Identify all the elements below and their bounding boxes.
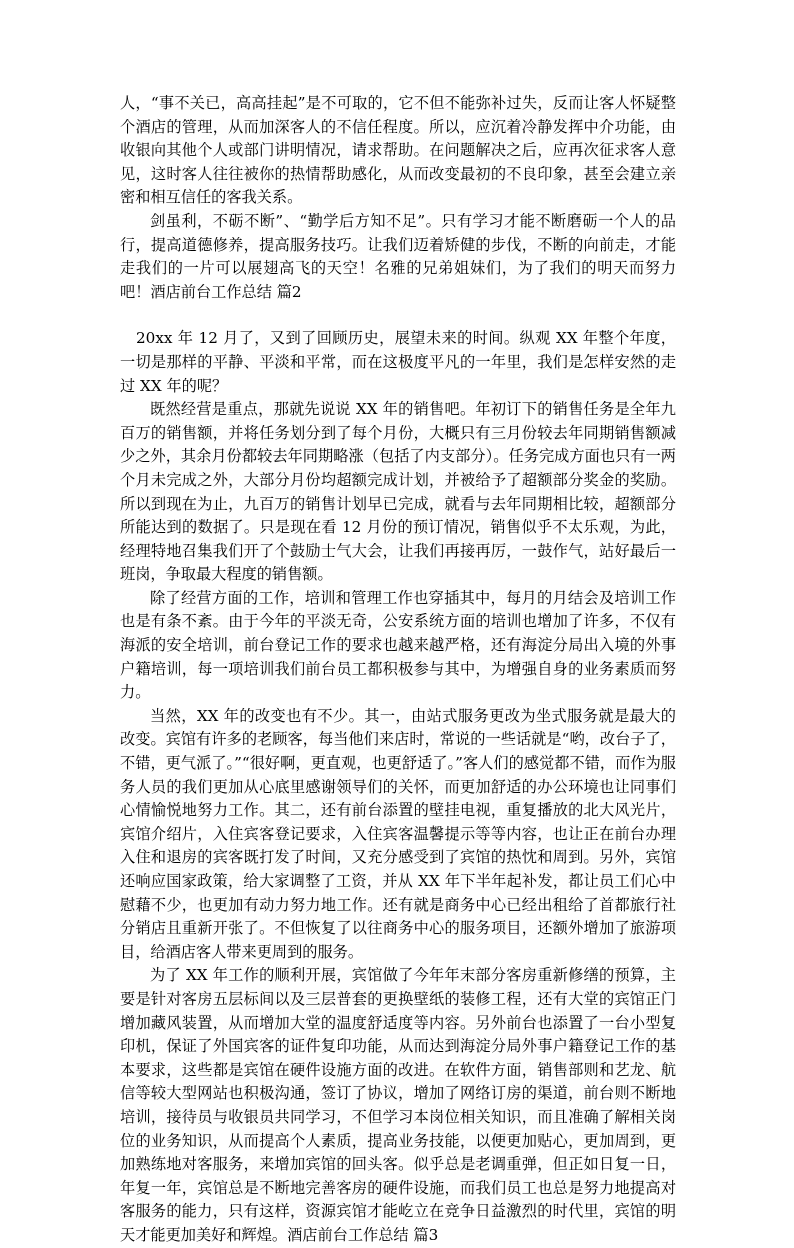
paragraph-year-review-intro: 20xx 年 12 月了，又到了回顾历史，展望未来的时间。纵观 XX 年整个年度，一切是那样的平静、平淡和平常，而在这极度平凡的一年里，我们是怎样安然的走过 XX 年的呢？ [120,329,676,395]
document-page [120,92,676,1248]
paragraph-plans: 为了 XX 年工作的顺利开展，宾馆做了今年年末部分客房重新修缮的预算，主要是针对客房五层标间以及三层普套的更换壁纸的装修工程，还有大堂的宾馆正门增加藏风装置，从而增加大堂的温度舒适度等内容。另外前台也添置了一台小型复印机，保证了外国宾客的证件复印功能，从而达到海淀分局外事户籍登记工作的基本要求，这些都是宾馆在硬件设施方面的改进。在软件方面，销售部则和艺龙、航信等较大型网站也积极沟通，签订了协议，增加了网络订房的渠道，前台则不断地培训，接待员与收银员共同学习，不但学习本岗位相关知识，而且准确了解相关岗位的业务知识，从而提高个人素质，提高业务技能，以便更加贴心，更加周到，更加熟练地对客服务，来增加宾馆的回头客。似乎总是老调重弹，但正如日复一日，年复一年，宾馆总是不断地完善客房的硬件设施，而我们员工也总是努力地提高对客服务的能力，只有这样，资源宾馆才能屹立在竞争日益激烈的时代里，宾馆的明天才能更加美好和辉煌。酒店前台工作总结 篇3 [120,966,676,1244]
paragraph-sales: 既然经营是重点，那就先说说 XX 年的销售吧。年初订下的销售任务是全年九百万的销售额，并将任务划分到了每个月份，大概只有三月份较去年同期销售额减少之外，其余月份都较去年同期略涨（包括了内支部分）。任务完成方面也只有一两个月未完成之外，大部分月份均超额完成计划，并被给予了超额部分奖金的奖励。所以到现在为止，九百万的销售计划早已完成，就看与去年同期相比较，超额部分所能达到的数据了。只是现在看 12 月份的预订情况，销售似乎不太乐观，为此，经理特地召集我们开了个鼓励士气大会，让我们再接再厉，一鼓作气，站好最后一班岗，争取最大程度的销售额。 [120,400,676,584]
paragraph-study-motto: 剑虽利，不砺不断”、“勤学后方知不足”。只有学习才能不断磨砺一个人的品行，提高道德修养，提高服务技巧。让我们迈着矫健的步伐，不断的向前走，才能走我们的一片可以展翅高飞的天空！名雅的兄弟姐妹们，为了我们的明天而努力吧！酒店前台工作总结 篇2 [120,211,676,301]
paragraph-changes: 当然，XX 年的改变也有不少。其一，由站式服务更改为坐式服务就是最大的改变。宾馆有许多的老顾客，每当他们来店时，常说的一些话就是“哟，改台子了，不错，更气派了。”“很好啊，更直观，也更舒适了。”客人们的感觉都不错，而作为服务人员的我们更加从心底里感谢领导们的关怀，而更加舒适的办公环境也让同事们心情愉悦地努力工作。其二，还有前台添置的壁挂电视，重复播放的北大风光片，宾馆介绍片，入住宾客登记要求，入住宾客温馨提示等等内容，也让正在前台办理入住和退房的宾客既打发了时间，又充分感受到了宾馆的热忱和周到。另外，宾馆还响应国家政策，给大家调整了工资，并从 XX 年下半年起补发，都让员工们心中慰藉不少，也更加有动力努力地工作。还有就是商务中心已经出租给了首都旅行社分销店且重新开张了。不但恢复了以往商务中心的服务项目，还额外增加了旅游项目，给酒店客人带来更周到的服务。 [120,706,676,961]
paragraph-training: 除了经营方面的工作，培训和管理工作也穿插其中，每月的月结会及培训工作也是有条不紊。由于今年的平淡无奇，公安系统方面的培训也增加了许多，不仅有海派的安全培训，前台登记工作的要求也越来越严格，还有海淀分局出入境的外事户籍培训，每一项培训我们前台员工都积极参与其中，为增强自身的业务素质而努力。 [120,588,676,702]
paragraph-gap [120,304,676,327]
paragraph-continuation: 人，“事不关已，高高挂起”是不可取的，它不但不能弥补过失，反而让客人怀疑整个酒店的管理，从而加深客人的不信任程度。所以，应沉着冷静发挥中介功能，由收银向其他个人或部门讲明情况，请求帮助。在问题解决之后，应再次征求客人意见，这时客人往往被你的热情帮助感化，从而改变最初的不良印象，甚至会建立亲密和相互信任的客我关系。 [120,94,676,207]
